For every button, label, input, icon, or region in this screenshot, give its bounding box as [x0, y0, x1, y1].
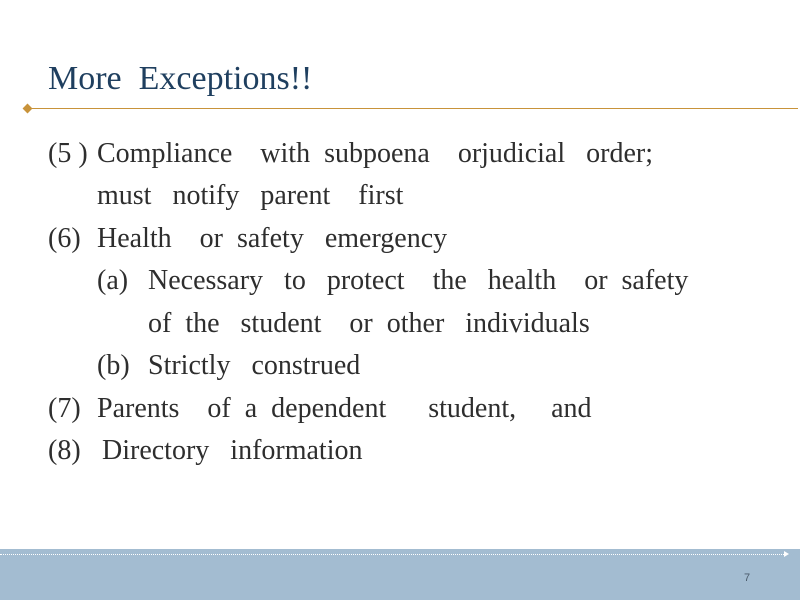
item-text-7: Parents of a dependent student, and [97, 393, 592, 424]
item-text-5-continued: must notify parent first [97, 180, 404, 211]
subitem-text-a-continued: of the student or other individuals [148, 308, 590, 339]
subitem-number-b: (b) [97, 350, 130, 381]
item-number-8: (8) [48, 435, 81, 466]
item-text-6: Health or safety emergency [97, 223, 448, 254]
item-number-6: (6) [48, 223, 81, 254]
item-text-5: Compliance with subpoena orjudicial order; [97, 138, 653, 169]
subitem-text-a: Necessary to protect the health or safety [148, 265, 689, 296]
item-number-7: (7) [48, 393, 81, 424]
footer-band [0, 549, 800, 600]
subitem-number-a: (a) [97, 265, 129, 296]
footer-dotted-line [0, 554, 784, 555]
footer-arrow-icon [784, 551, 789, 557]
item-text-8: Directory information [102, 435, 363, 466]
item-number-5: (5 ) [48, 138, 88, 169]
slide-title: More Exceptions!! [48, 60, 313, 97]
subitem-text-b: Strictly construed [148, 350, 361, 381]
page-number: 7 [744, 572, 751, 584]
